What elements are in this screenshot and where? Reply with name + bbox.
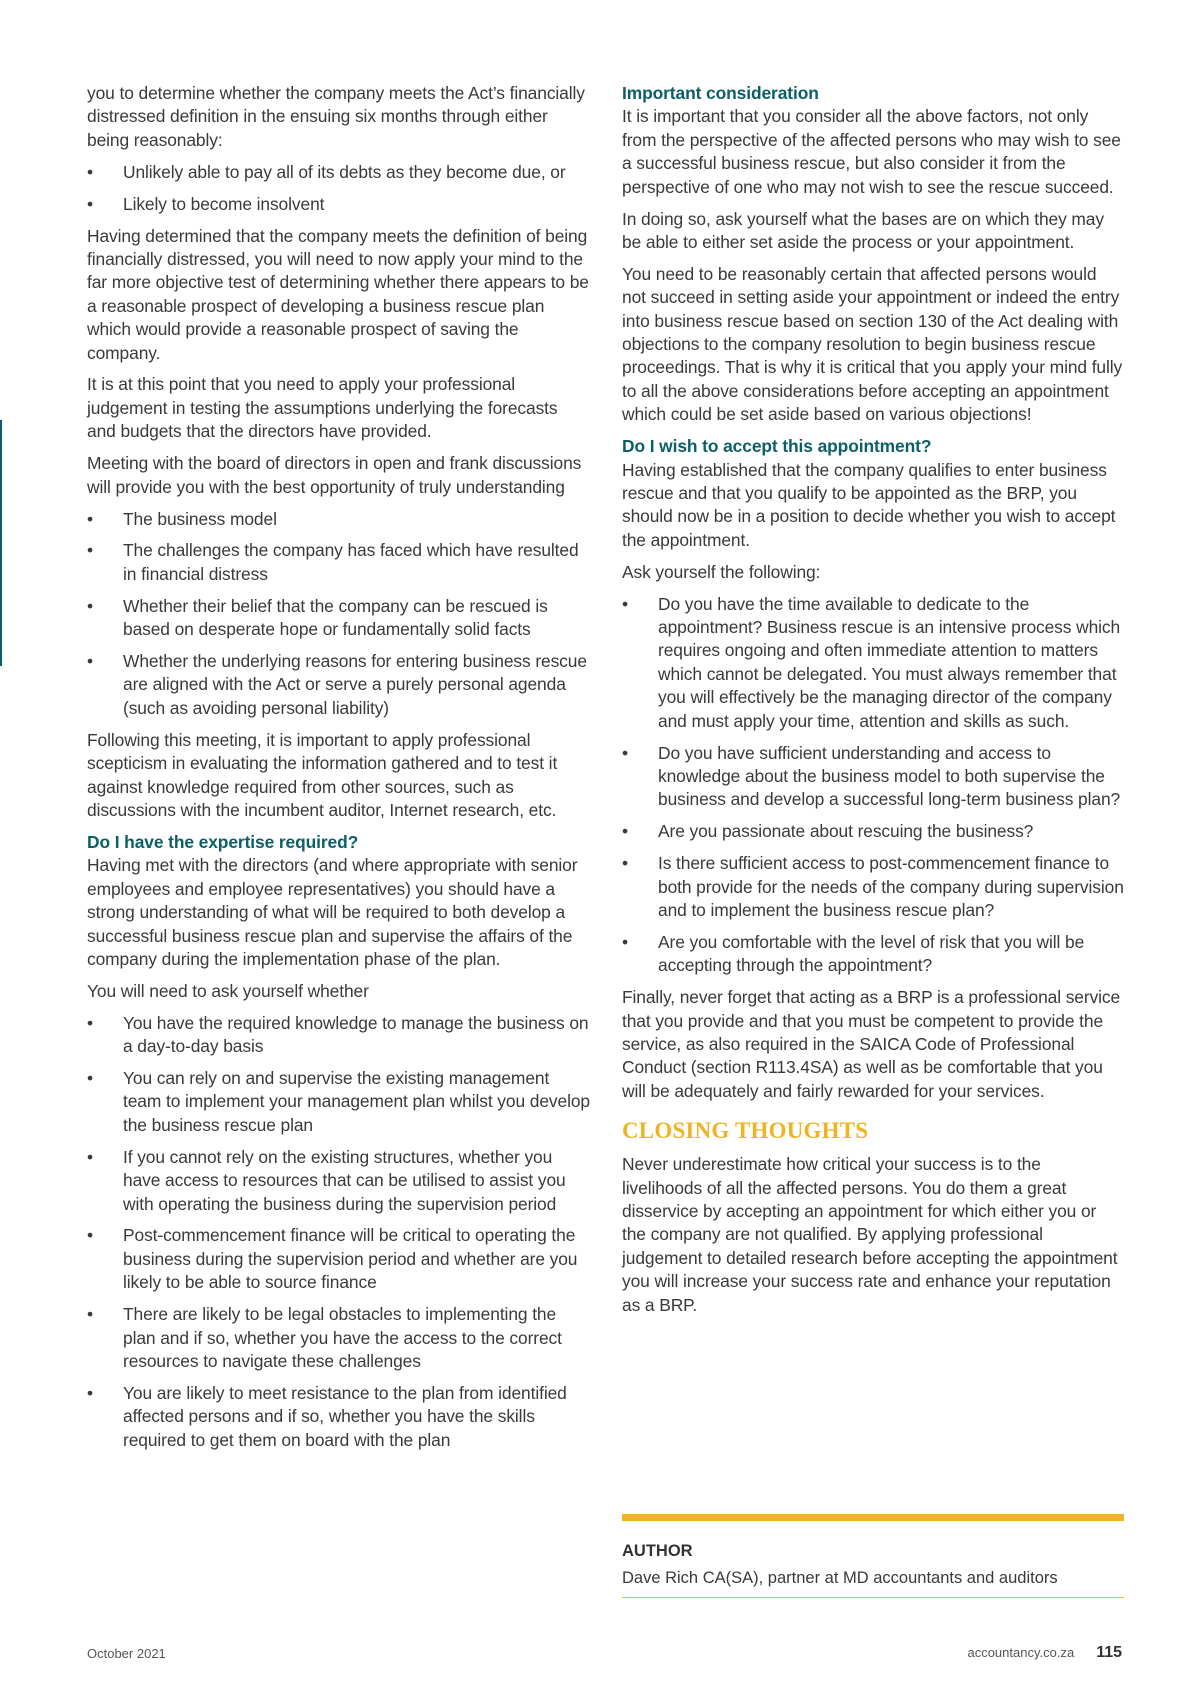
paragraph: Having established that the company qualifies to enter business rescue and that you qualify to be appointed as the BRP, you should now be in a position to decide whether you wish to accept the appointment.	[622, 459, 1116, 550]
list-item: • The challenges the company has faced which have resulted in financial distress	[87, 539, 590, 586]
list-item: • Whether the underlying reasons for entering business rescue are aligned with the Act or serve a purely personal agenda (such as avoiding personal liability)	[87, 650, 590, 720]
list-item: • Likely to become insolvent	[87, 193, 590, 216]
paragraph: You need to be reasonably certain that affected persons would not succeed in setting aside your appointment or indeed the entry into business rescue based on section 130 of the Act dealing with objections to the company resolution to begin business rescue proceedings. That is why it is critical that you apply your mind fully to all the above considerations before accepting an appointment which could be set aside based on various objections!	[622, 263, 1123, 425]
bullet-list	[87, 508, 590, 721]
paragraph: Having determined that the company meets the definition of being financially distressed, you will need to now apply your mind to the far more objective test of determining whether there appears to be a reasonable prospect of developing a business rescue plan which would provide a reasonable prospect of saving the company.	[87, 225, 589, 363]
paragraph: Having met with the directors (and where appropriate with senior employees and employee representatives) you should have a strong understanding of what will be required to both develop a successful business rescue plan and supervise the affairs of the company during the implementation phase of the plan.	[87, 855, 578, 969]
list-item: • Do you have the time available to dedicate to the appointment? Business rescue is an intensive process which requires ongoing and often immediate attention to matters which cannot be delegated. You must always remember that you will effectively be the managing director of the company and must apply your time, attention and skills as such.	[622, 593, 1124, 733]
list-item: • You can rely on and supervise the existing management team to implement your management plan whilst you develop the business rescue plan	[87, 1067, 590, 1137]
author-details: Dave Rich CA(SA), partner at MD accountants and auditors	[622, 1569, 1058, 1587]
section-heading-accept: Do I wish to accept this appointment?	[622, 436, 932, 457]
footer-date: October 2021	[87, 1646, 166, 1661]
footer-right	[967, 1644, 1122, 1662]
paragraph: It is important that you consider all the above factors, not only from the perspective of the affected persons who may wish to see a successful business rescue, but also consider it from the perspective of one who may not wish to see the rescue succeed.	[622, 106, 1121, 197]
paragraph: Following this meeting, it is important to apply professional scepticism in evaluating the information gathered and to test it against knowledge required from other sources, such as discussions with the incumbent auditor, Internet research, etc.	[87, 729, 558, 820]
author-label: AUTHOR	[622, 1542, 693, 1560]
list-item: • Is there sufficient access to post-commencement finance to both provide for the needs of the company during supervision and to implement the business rescue plan?	[622, 852, 1124, 922]
paragraph: Ask yourself the following:	[622, 561, 821, 582]
footer-site: accountancy.co.za	[967, 1645, 1075, 1660]
author-box	[622, 1514, 1124, 1598]
list-item: • There are likely to be legal obstacles to implementing the plan and if so, whether you have the access to the correct resources to navigate these challenges	[87, 1303, 590, 1373]
list-item: • The business model	[87, 508, 590, 531]
bullet-list	[87, 161, 590, 216]
author-top-bar	[622, 1514, 1124, 1521]
list-item: • Are you comfortable with the level of risk that you will be accepting through the appointment?	[622, 931, 1124, 978]
page-number: 115	[1096, 1644, 1122, 1661]
paragraph: It is at this point that you need to apply your professional judgement in testing the assumptions underlying the forecasts and budgets that the directors have provided.	[87, 374, 558, 442]
paragraph: Meeting with the board of directors in open and frank discussions will provide you with the best opportunity of truly understanding	[87, 453, 582, 497]
list-item: • Post-commencement finance will be critical to operating the business during the supervision period and whether are you likely to be able to source finance	[87, 1224, 590, 1294]
list-item: • Unlikely able to pay all of its debts as they become due, or	[87, 161, 590, 184]
list-item: • You are likely to meet resistance to the plan from identified affected persons and if so, whether you have the skills required to get them on board with the plan	[87, 1382, 590, 1452]
bullet-list	[622, 593, 1124, 978]
author-bottom-rule	[622, 1597, 1124, 1598]
paragraph: In doing so, ask yourself what the bases are on which they may be able to either set aside the process or your appointment.	[622, 208, 1104, 252]
left-column	[87, 82, 590, 1461]
list-item: • Whether their belief that the company can be rescued is based on desperate hope or fundamentally solid facts	[87, 595, 590, 642]
list-item: • You have the required knowledge to manage the business on a day-to-day basis	[87, 1012, 590, 1059]
side-accent-bar	[0, 420, 2, 666]
section-heading-expertise: Do I have the expertise required?	[87, 831, 359, 852]
right-column	[622, 82, 1124, 1326]
closing-thoughts-heading: CLOSING THOUGHTS	[622, 1118, 869, 1144]
section-heading-important: Important consideration	[622, 83, 819, 103]
list-item: • Do you have sufficient understanding and access to knowledge about the business model to both supervise the business and develop a successful long-term business plan?	[622, 742, 1124, 812]
list-item: • Are you passionate about rescuing the business?	[622, 820, 1124, 843]
paragraph: Never underestimate how critical your success is to the livelihoods of all the affected persons. You do them a great disservice by accepting an appointment for which either you or the company are not qualified. By applying professional judgement to detailed research before accepting the appointment you will increase your success rate and enhance your reputation as a BRP.	[622, 1154, 1118, 1315]
paragraph: You will need to ask yourself whether	[87, 980, 369, 1001]
bullet-list	[87, 1012, 590, 1452]
list-item: • If you cannot rely on the existing structures, whether you have access to resources that can be utilised to assist you with operating the business during the supervision period	[87, 1146, 590, 1216]
paragraph: Finally, never forget that acting as a BRP is a professional service that you provide and that you must be competent to provide the service, as also required in the SAICA Code of Professional Conduct (section R113.4SA) as well as be comfortable that you will be adequately and fairly rewarded for your services.	[622, 987, 1121, 1101]
paragraph: you to determine whether the company meets the Act’s financially distressed definition in the ensuing six months through either being reasonably:	[87, 83, 585, 150]
